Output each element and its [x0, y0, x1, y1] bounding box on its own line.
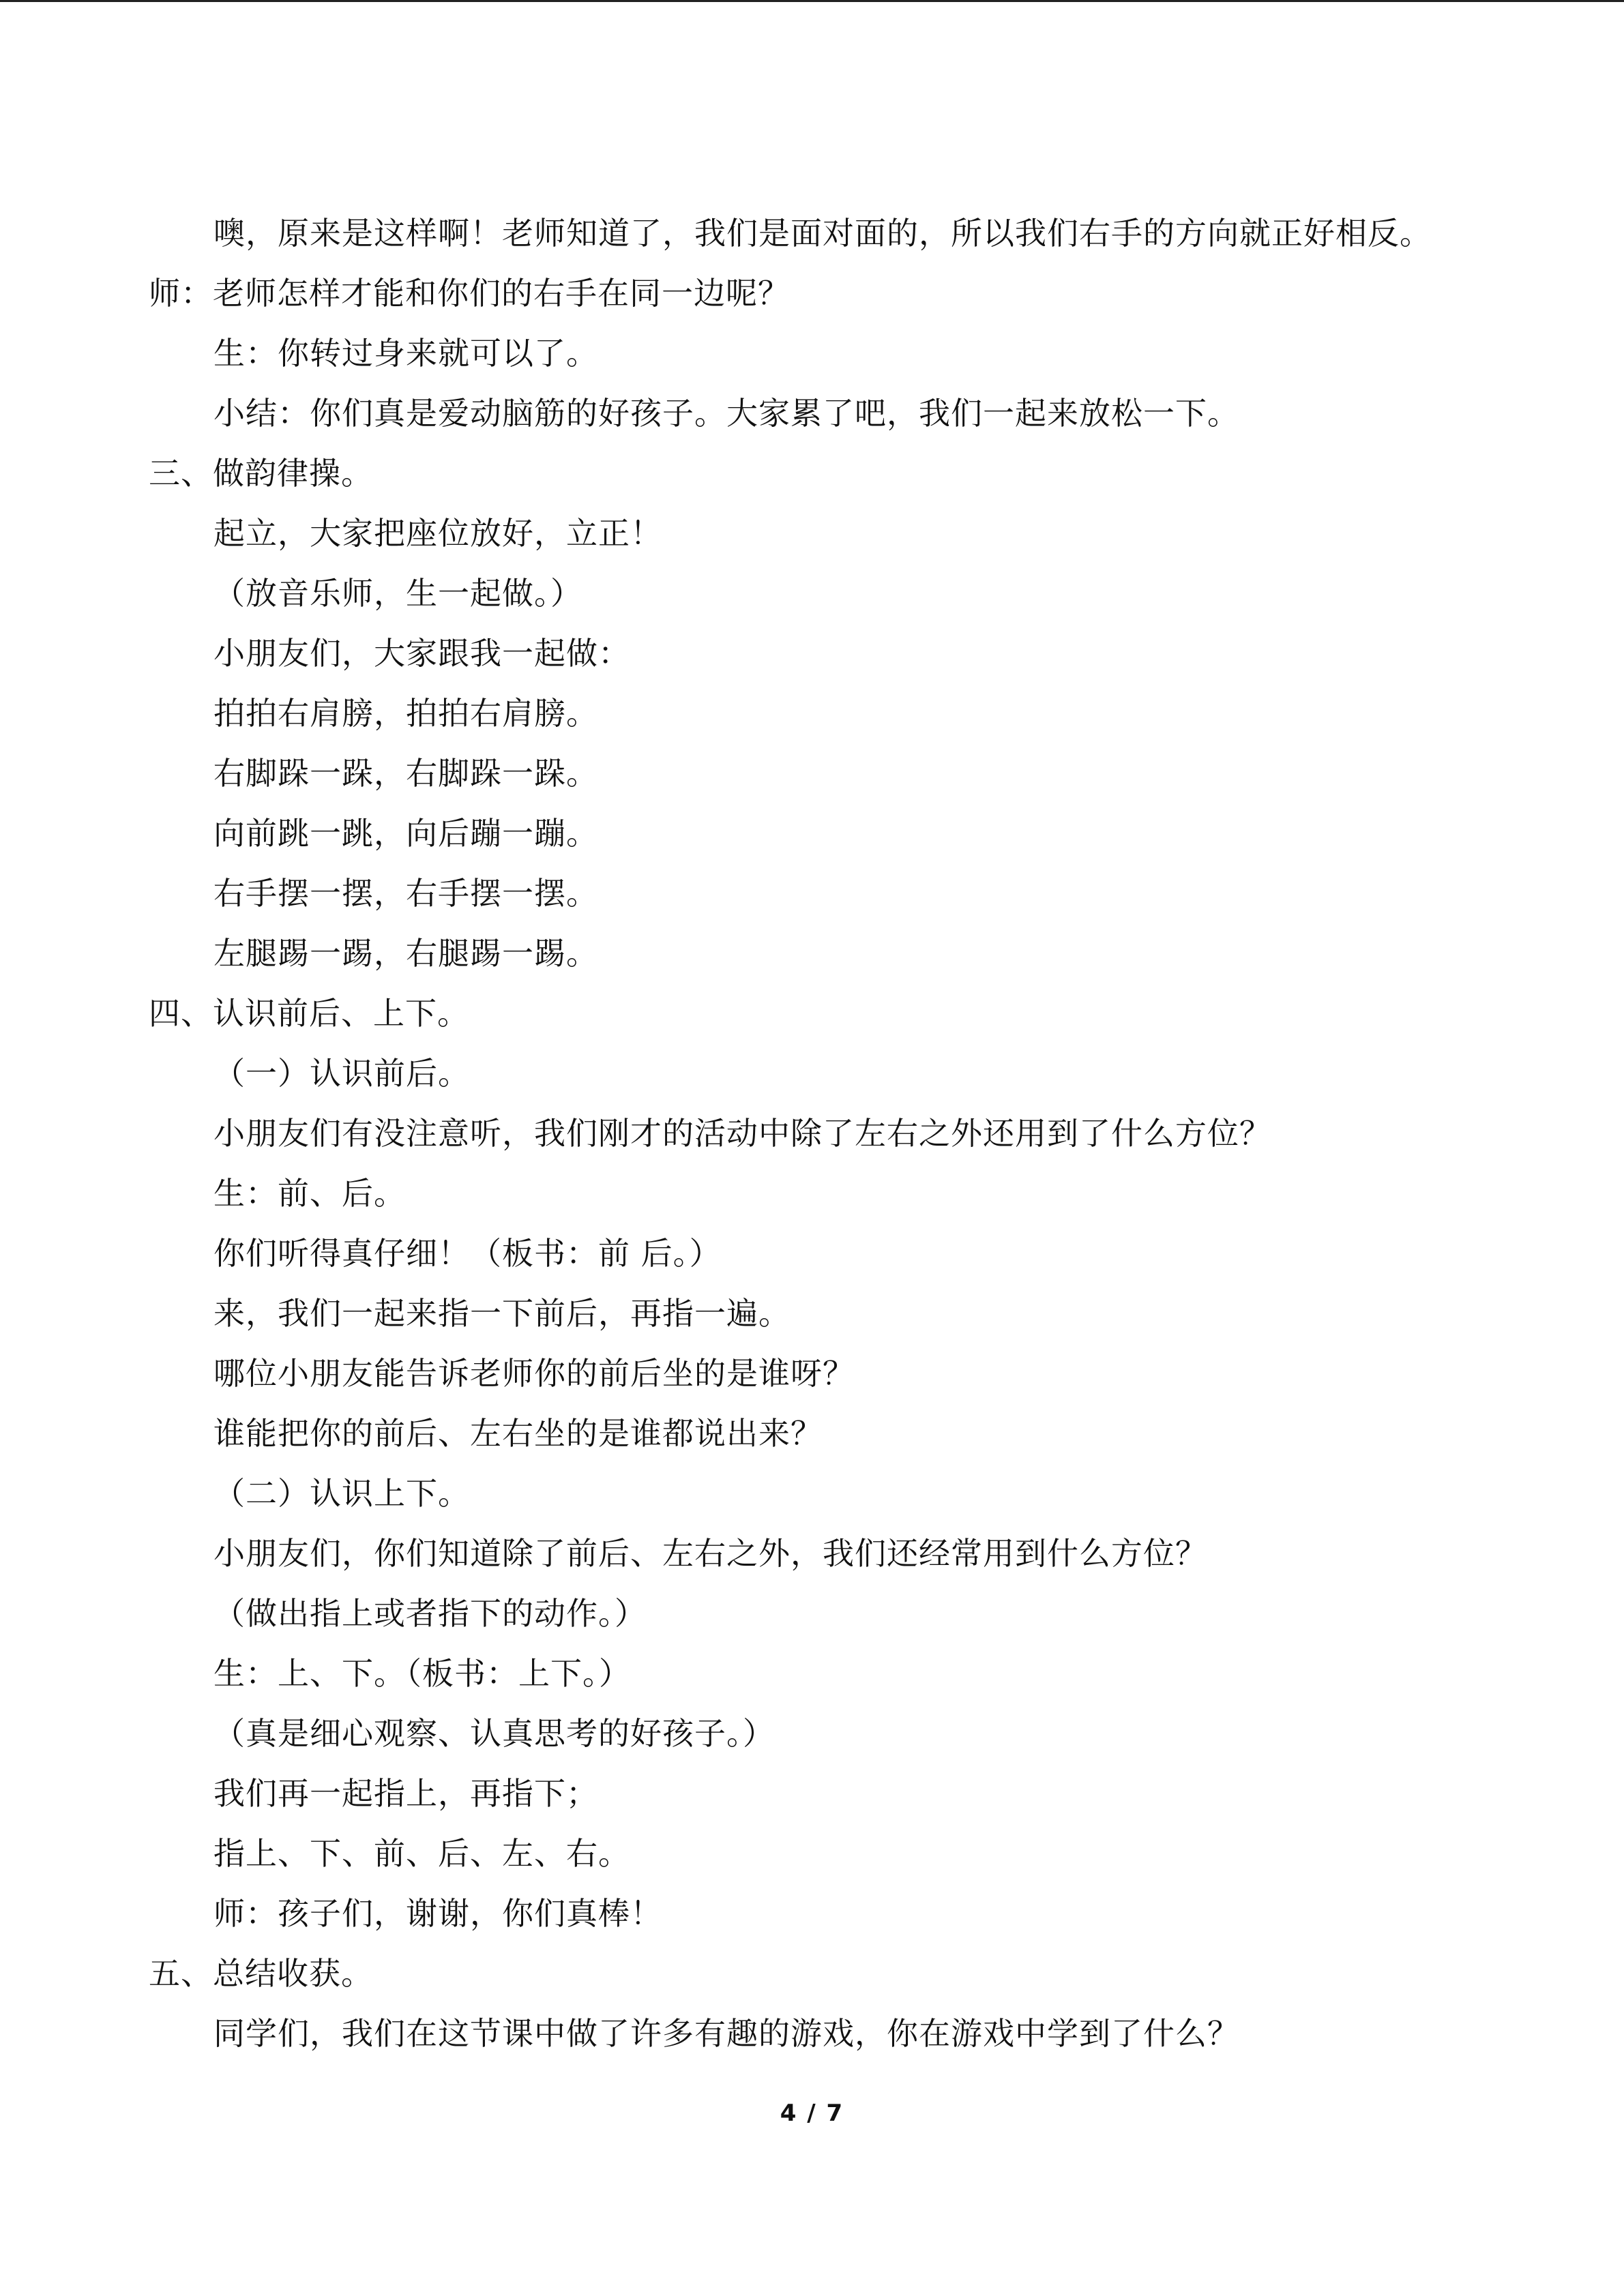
paragraph-line: 小结：你们真是爱动脑筋的好孩子。大家累了吧，我们一起来放松一下。: [213, 395, 1239, 432]
subsection-heading: （一）认识前后。: [213, 1055, 470, 1092]
paragraph-line: 起立，大家把座位放好，立正！: [213, 515, 662, 552]
paragraph-line: 哪位小朋友能告诉老师你的前后坐的是谁呀？: [213, 1355, 855, 1392]
subsection-heading: （二）认识上下。: [213, 1475, 470, 1512]
paragraph-line: 小朋友们，你们知道除了前后、左右之外，我们还经常用到什么方位？: [213, 1535, 1207, 1572]
paragraph-line: 我们再一起指上，再指下；: [213, 1775, 598, 1812]
paragraph-line: 拍拍右肩膀，拍拍右肩膀。: [213, 695, 598, 732]
paragraph-line: （真是细心观察、认真思考的好孩子。）: [213, 1715, 775, 1752]
paragraph-line: 指上、下、前、后、左、右。: [213, 1835, 630, 1872]
paragraph-line: 来，我们一起来指一下前后，再指一遍。: [213, 1295, 791, 1332]
paragraph-line: 谁能把你的前后、左右坐的是谁都说出来？: [213, 1415, 823, 1452]
paragraph-line: 同学们，我们在这节课中做了许多有趣的游戏，你在游戏中学到了什么？: [213, 2015, 1239, 2052]
section-heading: 四、认识前后、上下。: [149, 995, 469, 1032]
paragraph-line: 师：孩子们，谢谢，你们真棒！: [213, 1895, 662, 1932]
page-number: 4 / 7: [780, 2100, 844, 2127]
paragraph-line: 小朋友们，大家跟我一起做：: [213, 635, 630, 672]
paragraph-line: 生：上、下。（板书：上下。）: [213, 1655, 631, 1692]
paragraph-line: 右手摆一摆，右手摆一摆。: [213, 875, 598, 912]
paragraph-line: 左腿踢一踢，右腿踢一踢。: [213, 935, 598, 972]
paragraph-line: 小朋友们有没注意听，我们刚才的活动中除了左右之外还用到了什么方位？: [213, 1115, 1271, 1152]
paragraph-line: 噢，原来是这样啊！老师知道了，我们是面对面的，所以我们右手的方向就正好相反。: [213, 215, 1432, 252]
paragraph-line: 生：前、后。: [213, 1175, 406, 1212]
paragraph-line: 右脚跺一跺，右脚跺一跺。: [213, 755, 598, 792]
section-heading: 三、做韵律操。: [149, 455, 373, 492]
top-border-line: [0, 0, 1624, 2]
section-heading: 五、总结收获。: [149, 1955, 373, 1992]
paragraph-line: 生：你转过身来就可以了。: [213, 335, 598, 372]
paragraph-line: 你们听得真仔细！（板书：前 后。）: [213, 1235, 722, 1272]
paragraph-line: （放音乐师，生一起做。）: [213, 575, 582, 612]
paragraph-line: 向前跳一跳，向后蹦一蹦。: [213, 815, 598, 852]
paragraph-line: （做出指上或者指下的动作。）: [213, 1595, 647, 1632]
paragraph-line: 师：老师怎样才能和你们的右手在同一边呢？: [149, 275, 790, 312]
